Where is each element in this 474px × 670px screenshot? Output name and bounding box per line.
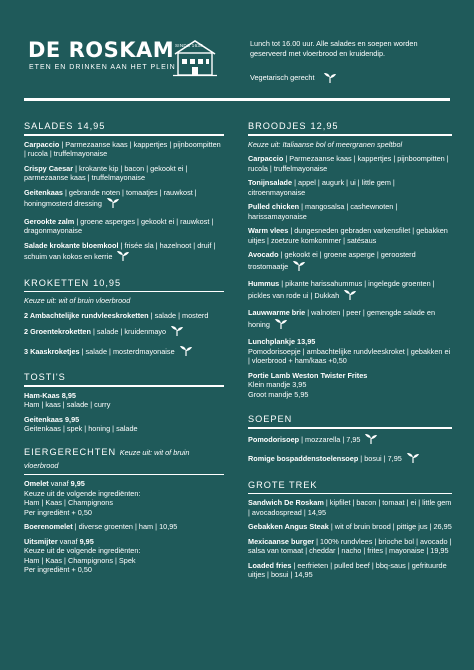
section-kroketten [24,277,224,360]
section-title: TOSTI'S [24,372,66,382]
menu-item [248,371,452,400]
item-name: Ham-Kaas [24,390,60,400]
menu-item-list [24,479,224,575]
section-price: 14,95 [77,121,106,131]
section-divider [24,474,224,476]
seedling-icon [406,452,420,467]
section-heading [248,479,452,491]
item-description: | gekookt ei | groene asperge | geroosterd trostomaatje [248,250,416,271]
section-title: EIERGERECHTEN [24,446,117,457]
item-description: | pikante harissahummus | ingelegde groenten | pickles van rode ui | Dukkah [248,279,435,300]
menu-item [24,325,224,340]
item-detail-line: Groot mandje 5,95 [248,389,309,399]
seedling-icon [292,260,306,275]
seedling-icon [323,72,337,84]
section-eiergerechten [24,446,224,575]
item-description: | gebrande noten | tomaatjes | rauwkost | honingmosterd dressing [24,187,197,209]
section-heading [24,446,224,472]
item-name: Loaded fries [248,560,292,570]
section-tostis [24,371,224,434]
menu-item [248,154,452,173]
item-description: | 100% rundvlees | brioche bol | avocado | salsa van tomaat | cheddar | nacho | frites | mayonaise | 19,95 [248,536,452,555]
section-grote-trek [248,479,452,580]
menu-item [24,345,224,360]
section-title: SOEPEN [248,414,293,424]
item-description: | salade | kruidenmayo [90,327,167,337]
menu-item [248,522,452,532]
item-price: 9,95 [70,479,85,488]
section-divider [248,134,452,136]
section-title: BROODJES [248,121,307,131]
menu-item [24,479,224,517]
menu-item-list [24,311,224,360]
menu-item [24,188,224,212]
item-description: | bosui | 7,95 [358,454,402,464]
menu-item [248,537,452,556]
item-name: Gebakken Angus Steak [248,522,329,531]
menu-item [248,279,452,303]
item-description: | groene asperges | gekookt ei | rauwkost | dragonmayonaise [24,216,214,235]
item-description: | eerfrieten | pulled beef | bbq-saus | gefrituurde uitjes | bosui | 14,95 [248,560,447,579]
section-salades [24,120,224,265]
intro-text: Lunch tot 16.00 uur. Alle salades en soepen worden geserveerd met vloerbrood en kruidendip. [250,39,418,58]
item-name: Hummus [248,279,280,288]
menu-item [248,178,452,197]
menu-item [24,241,224,265]
menu-item [248,433,452,448]
item-detail-line: Klein mandje 3,95 [248,380,307,389]
item-description: Ham | kaas | salade | curry [24,400,111,409]
section-divider [24,291,224,293]
section-broodjes [248,120,452,399]
item-description: Geitenkaas | spek | honing | salade [24,424,138,433]
menu-item [248,226,452,245]
item-name: Crispy Caesar [24,163,74,173]
section-divider [24,385,224,387]
veg-legend [250,72,337,84]
menu-item [248,202,452,221]
item-name: Tonijnsalade [248,178,293,187]
menu-item [24,311,224,321]
item-name: 2 Ambachtelijke rundvleeskroketten [24,310,149,320]
section-heading [24,120,224,132]
menu-item [24,415,224,434]
item-name: Lauwwarme brie [248,308,306,317]
menu-item-list [248,433,452,467]
item-description: | wit of bruin brood | pittige jus | 26,95 [328,522,452,531]
item-description: | mangosalsa | cashewnoten | harissamayonaise [248,202,398,221]
menu-item [24,537,224,575]
item-description: | dungesneden gebraden varkensfilet | gebakken uitjes | zoetzure komkommer | satésaus [248,226,448,245]
item-price: 13,95 [295,337,316,346]
seedling-icon [364,433,378,448]
item-description: Pomodorisoepje | ambachtelijke rundvleeskroket | gebakken ei | vloerbrood + ham/kaas +0,50 [248,346,451,365]
item-description: | mozzarella | 7,95 [299,434,361,444]
item-price-prefix: vanaf [48,479,71,488]
item-detail-line: Per ingrediënt + 0,50 [24,507,92,517]
menu-item [248,308,452,332]
item-price-prefix: vanaf [57,536,80,546]
section-note: Keuze uit: wit of bruin vloerbrood [24,447,190,470]
item-description: | frisée sla | hazelnoot | druif | schuim van kokos en kerrie [24,240,216,262]
item-name: Carpaccio [248,154,284,163]
item-name: 3 Kaaskroketjes [24,346,80,356]
menu-item [24,164,224,183]
left-column [24,120,224,587]
menu-item-list [24,140,224,265]
item-name: Omelet [24,479,49,488]
menu-item-list [248,498,452,580]
item-name: Geitenkaas [24,414,63,424]
item-name: Pomodorisoep [248,434,300,444]
menu-item [24,391,224,410]
section-title: KROKETTEN [24,277,90,288]
item-description: | salade | mosterd [148,310,209,320]
section-title: GROTE TREK [248,479,318,490]
section-heading [248,413,452,425]
section-price: 10,95 [93,277,122,288]
section-divider [24,134,224,136]
menu-item [248,250,452,274]
item-name: Salade krokante bloemkool [24,240,119,250]
seedling-icon [106,197,120,212]
section-soepen [248,413,452,467]
seedling-icon [170,325,184,340]
menu-item [24,140,224,159]
item-description: | walnoten | peer | gemengde salade en honing [248,308,436,329]
section-heading [24,371,224,383]
item-price: 9,95 [62,414,80,424]
brand-name: DE ROSKAM [28,38,175,62]
item-description: | kipfilet | bacon | tomaat | ei | little gem | avocadospread | 14,95 [248,498,452,517]
menu-item [248,337,452,366]
item-name: Pulled chicken [248,202,300,211]
item-name: Uitsmijter [24,536,58,546]
brand-since: SINDS 1630 [175,43,204,48]
item-name: Lunchplankje [248,337,296,346]
section-heading [248,120,452,132]
veg-legend-label: Vegetarisch gerecht [250,72,315,82]
menu-item-list [248,154,452,399]
menu-item [24,217,224,236]
section-divider [248,493,452,495]
item-detail-line: Per ingrediënt + 0,50 [24,565,92,574]
item-description: | Parmezaanse kaas | kappertjes | pijnboompitten | rucola | truffelmayonaise [24,139,221,158]
seedling-icon [116,250,130,265]
item-description: | Parmezaanse kaas | kappertjes | pijnboompitten | rucola | truffelmayonaise [248,154,449,173]
item-name: Mexicaanse burger [248,536,315,546]
item-name: Avocado [248,250,279,259]
item-description: | diverse groenten | ham | 10,95 [72,522,178,531]
item-name: Portie Lamb Weston Twister Frites [248,370,368,380]
seedling-icon [179,345,193,360]
menu-item [24,522,224,532]
section-price: 12,95 [310,121,339,131]
item-description: | salade | mosterdmayonaise [79,346,175,356]
menu-item [248,452,452,467]
item-price: 9,95 [79,536,94,546]
section-note: Keuze uit: wit of bruin vloerbrood [24,296,131,305]
item-detail-line: Keuze uit de volgende ingrediënten: [24,488,141,498]
item-name: Warm vlees [248,226,289,235]
item-price: 8,95 [59,390,76,400]
seedling-icon [343,289,357,304]
menu-item-list [24,391,224,434]
header-divider [24,98,450,101]
item-detail-line: Ham | Kaas | Champignons [24,498,113,507]
item-name: Sandwich De Roskam [248,498,324,507]
brand-tagline: ETEN EN DRINKEN AAN HET PLEIN [29,64,176,71]
item-name: Boerenomelet [24,522,73,531]
item-name: Romige bospaddenstoelensoep [248,454,359,464]
section-heading [24,277,224,289]
item-name: Carpaccio [24,139,60,149]
brand-logo [28,38,218,80]
item-description: | appel | augurk | ui | little gem | citroenmayonaise [248,178,395,197]
item-name: 2 Groentekroketten [24,327,91,337]
section-title: SALADES [24,121,74,131]
right-column [248,120,452,592]
section-divider [248,427,452,429]
item-name: Gerookte zalm [24,216,75,226]
section-note: Keuze uit: Italiaanse bol of meergranen speltbol [248,139,403,149]
item-detail-line: Keuze uit de volgende ingrediënten: [24,546,141,555]
menu-item [248,498,452,517]
item-detail-line: Ham | Kaas | Champignons | Spek [24,555,136,565]
seedling-icon [274,318,288,333]
item-name: Geitenkaas [24,187,63,197]
item-description: | krokante kip | bacon | gekookt ei | parmezaanse kaas | truffelmayonaise [24,163,188,182]
menu-item [248,561,452,580]
